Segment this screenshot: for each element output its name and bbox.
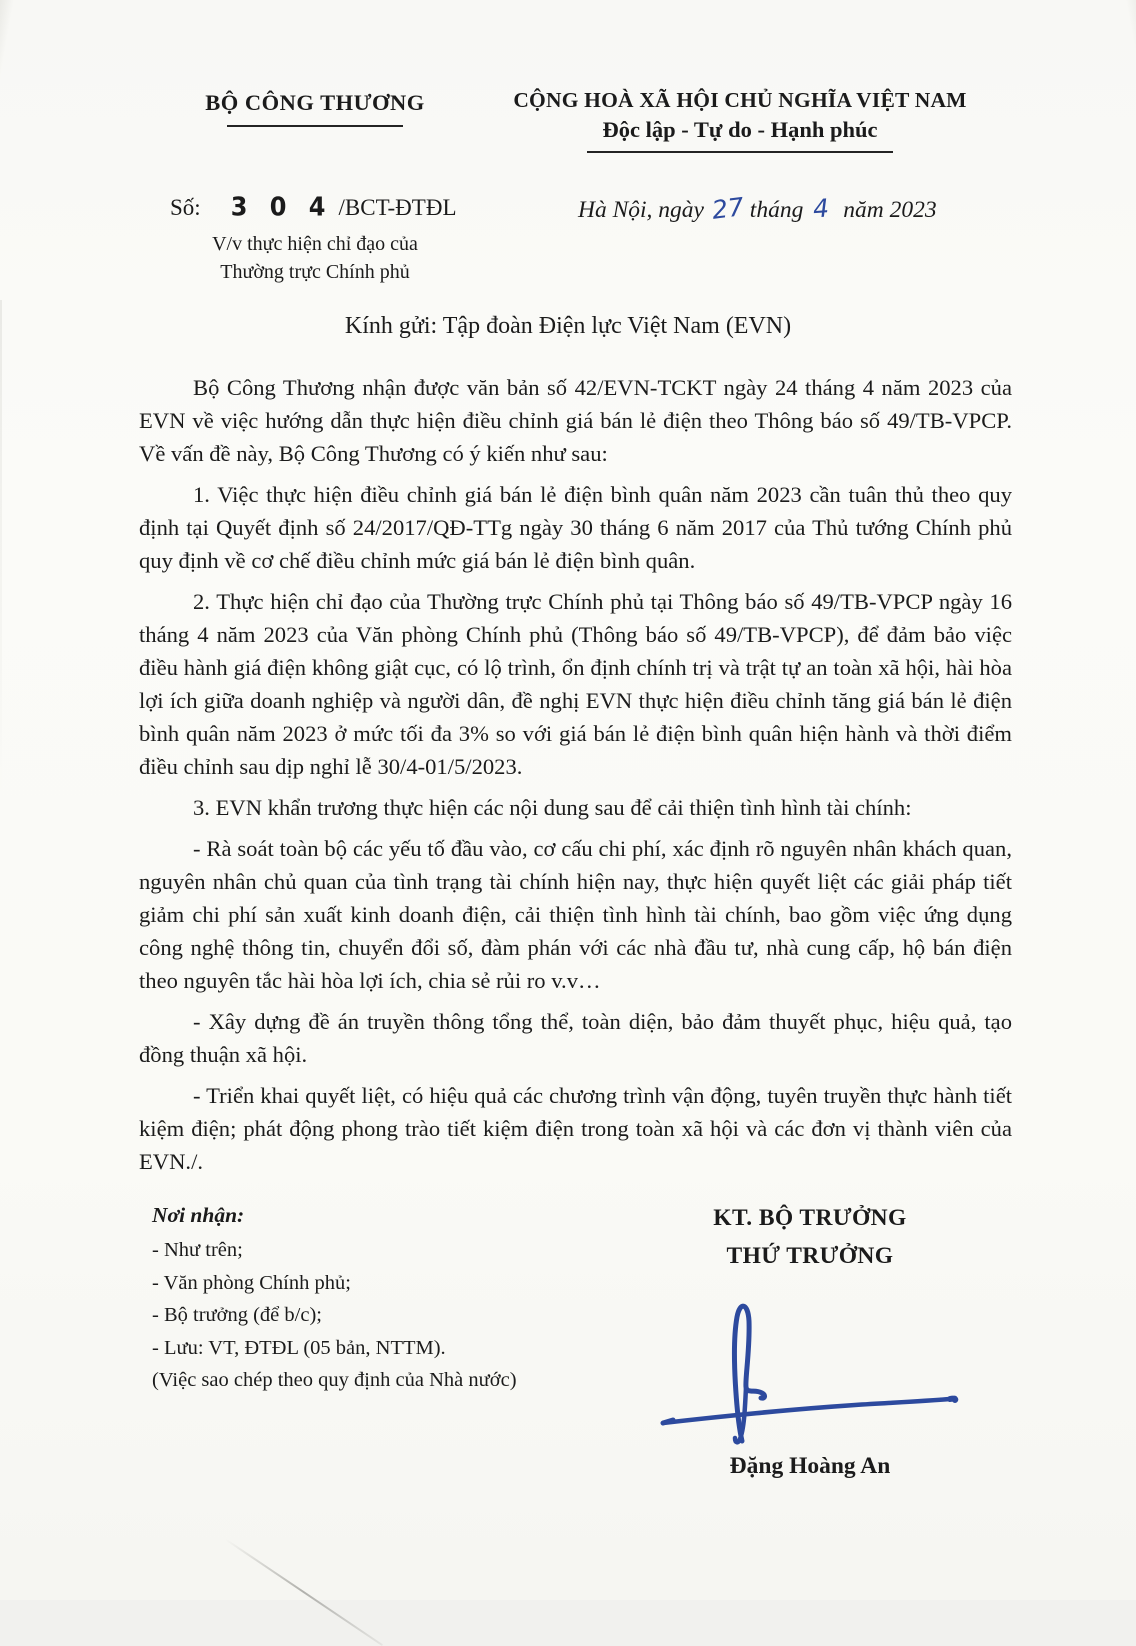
document-number-suffix: /BCT-ĐTĐL <box>338 195 457 220</box>
salutation-line: Kính gửi: Tập đoàn Điện lực Việt Nam (EVN) <box>344 313 792 339</box>
republic-title: CỘNG HOÀ XÃ HỘI CHỦ NGHĨA VIỆT NAM <box>513 88 967 112</box>
handwritten-signature <box>600 1291 1020 1451</box>
place-date-line <box>578 194 1018 224</box>
recipient-item: - Như trên; <box>152 1239 243 1261</box>
paper-crease <box>224 1538 383 1646</box>
handwritten-day: 27 <box>710 192 746 225</box>
signer-name: Đặng Hoàng An <box>729 1453 891 1479</box>
recipients-block <box>152 1203 582 1397</box>
document-number-row <box>170 193 457 221</box>
subject-block <box>148 230 482 286</box>
body-paragraph: - Rà soát toàn bộ các yếu tố đầu vào, cơ cấu chi phí, xác định rõ nguyên nhân khách quan, nguyên nhân chủ quan của tình trạng tài chính hiện nay, thực hiện quyết liệt các giải pháp tiết giảm chi phí sản xuất kinh doanh điện, cải thiện tình hình tài chính, bao gồm việc ứng dụng công nghệ thông tin, chuyển đổi số, đàm phán với các nhà đầu tư, nhà cung cấp, hộ bán điện theo nguyên tắc hài hòa lợi ích, chia sẻ rủi ro v.v… <box>139 836 1012 993</box>
issuing-authority-name: BỘ CÔNG THƯƠNG <box>205 90 425 115</box>
body-paragraph: 3. EVN khẩn trương thực hiện các nội dung sau để cải thiện tình hình tài chính: <box>193 795 912 820</box>
recipient-item: - Bộ trưởng (để b/c); <box>152 1304 322 1326</box>
handwritten-month: 4 <box>812 193 831 224</box>
signer-title-line-2: THỨ TRƯỞNG <box>726 1243 894 1269</box>
signature-stroke-icon <box>645 1291 975 1451</box>
subject-line-1: V/v thực hiện chỉ đạo của <box>212 233 418 255</box>
issuing-authority-block <box>148 90 482 127</box>
recipients-title: Nơi nhận: <box>152 1203 245 1227</box>
date-month-word: tháng <box>749 197 804 223</box>
recipient-item: - Lưu: VT, ĐTĐL (05 bản, NTTM). <box>152 1336 446 1359</box>
body-paragraph: - Triển khai quyết liệt, có hiệu quả các chương trình vận động, tuyên truyền thực hành tiết kiệm điện; phát động phong trào tiết kiệm điện trong toàn xã hội và các đơn vị thành viên của EVN./. <box>139 1083 1012 1174</box>
subject-line-2: Thường trực Chính phủ <box>220 261 410 283</box>
letter-body <box>139 371 1012 1186</box>
national-header-block <box>462 88 1018 153</box>
date-prefix: Hà Nội, ngày <box>578 197 704 223</box>
paper-edge-shadow <box>0 300 2 800</box>
number-label: Số: <box>170 195 201 220</box>
signature-block <box>600 1199 1020 1480</box>
body-paragraph: Bộ Công Thương nhận được văn bản số 42/EVN-TCKT ngày 24 tháng 4 năm 2023 của EVN về việc hướng dẫn thực hiện điều chỉnh giá bán lẻ điện theo Thông báo số 49/TB-VPCP. Về vấn đề này, Bộ Công Thương có ý kiến như sau: <box>139 375 1012 466</box>
copy-regulation-note: (Việc sao chép theo quy định của Nhà nước) <box>152 1369 517 1391</box>
authority-underline <box>227 125 403 127</box>
stamped-document-number: 3 0 4 <box>230 191 333 223</box>
recipient-item: - Văn phòng Chính phủ; <box>152 1271 351 1294</box>
national-motto: Độc lập - Tự do - Hạnh phúc <box>602 117 878 142</box>
body-paragraph: 1. Việc thực hiện điều chỉnh giá bán lẻ điện bình quân năm 2023 cần tuân thủ theo quy định tại Quyết định số 24/2017/QĐ-TTg ngày 30 tháng 6 năm 2017 của Thủ tướng Chính phủ quy định về cơ chế điều chỉnh mức giá bán lẻ điện bình quân. <box>139 482 1012 573</box>
date-year-part: năm 2023 <box>843 197 937 223</box>
motto-underline <box>587 151 893 153</box>
signer-title-line-1: KT. BỘ TRƯỞNG <box>713 1205 907 1231</box>
body-paragraph: - Xây dựng đề án truyền thông tổng thể, toàn diện, bảo đảm thuyết phục, hiệu quả, tạo đồng thuận xã hội. <box>139 1009 1012 1067</box>
body-paragraph: 2. Thực hiện chỉ đạo của Thường trực Chính phủ tại Thông báo số 49/TB-VPCP ngày 16 tháng 4 năm 2023 của Văn phòng Chính phủ (Thông báo số 49/TB-VPCP), để đảm bảo việc điều hành giá điện không giật cục, có lộ trình, ổn định chính trị và trật tự an toàn xã hội, hài hòa lợi ích giữa doanh nghiệp và người dân, đề nghị EVN thực hiện điều chỉnh tăng giá bán lẻ điện bình quân năm 2023 ở mức tối đa 3% so với giá bán lẻ điện bình quân hiện hành và thời điểm điều chỉnh sau dịp nghỉ lễ 30/4-01/5/2023. <box>139 589 1012 779</box>
